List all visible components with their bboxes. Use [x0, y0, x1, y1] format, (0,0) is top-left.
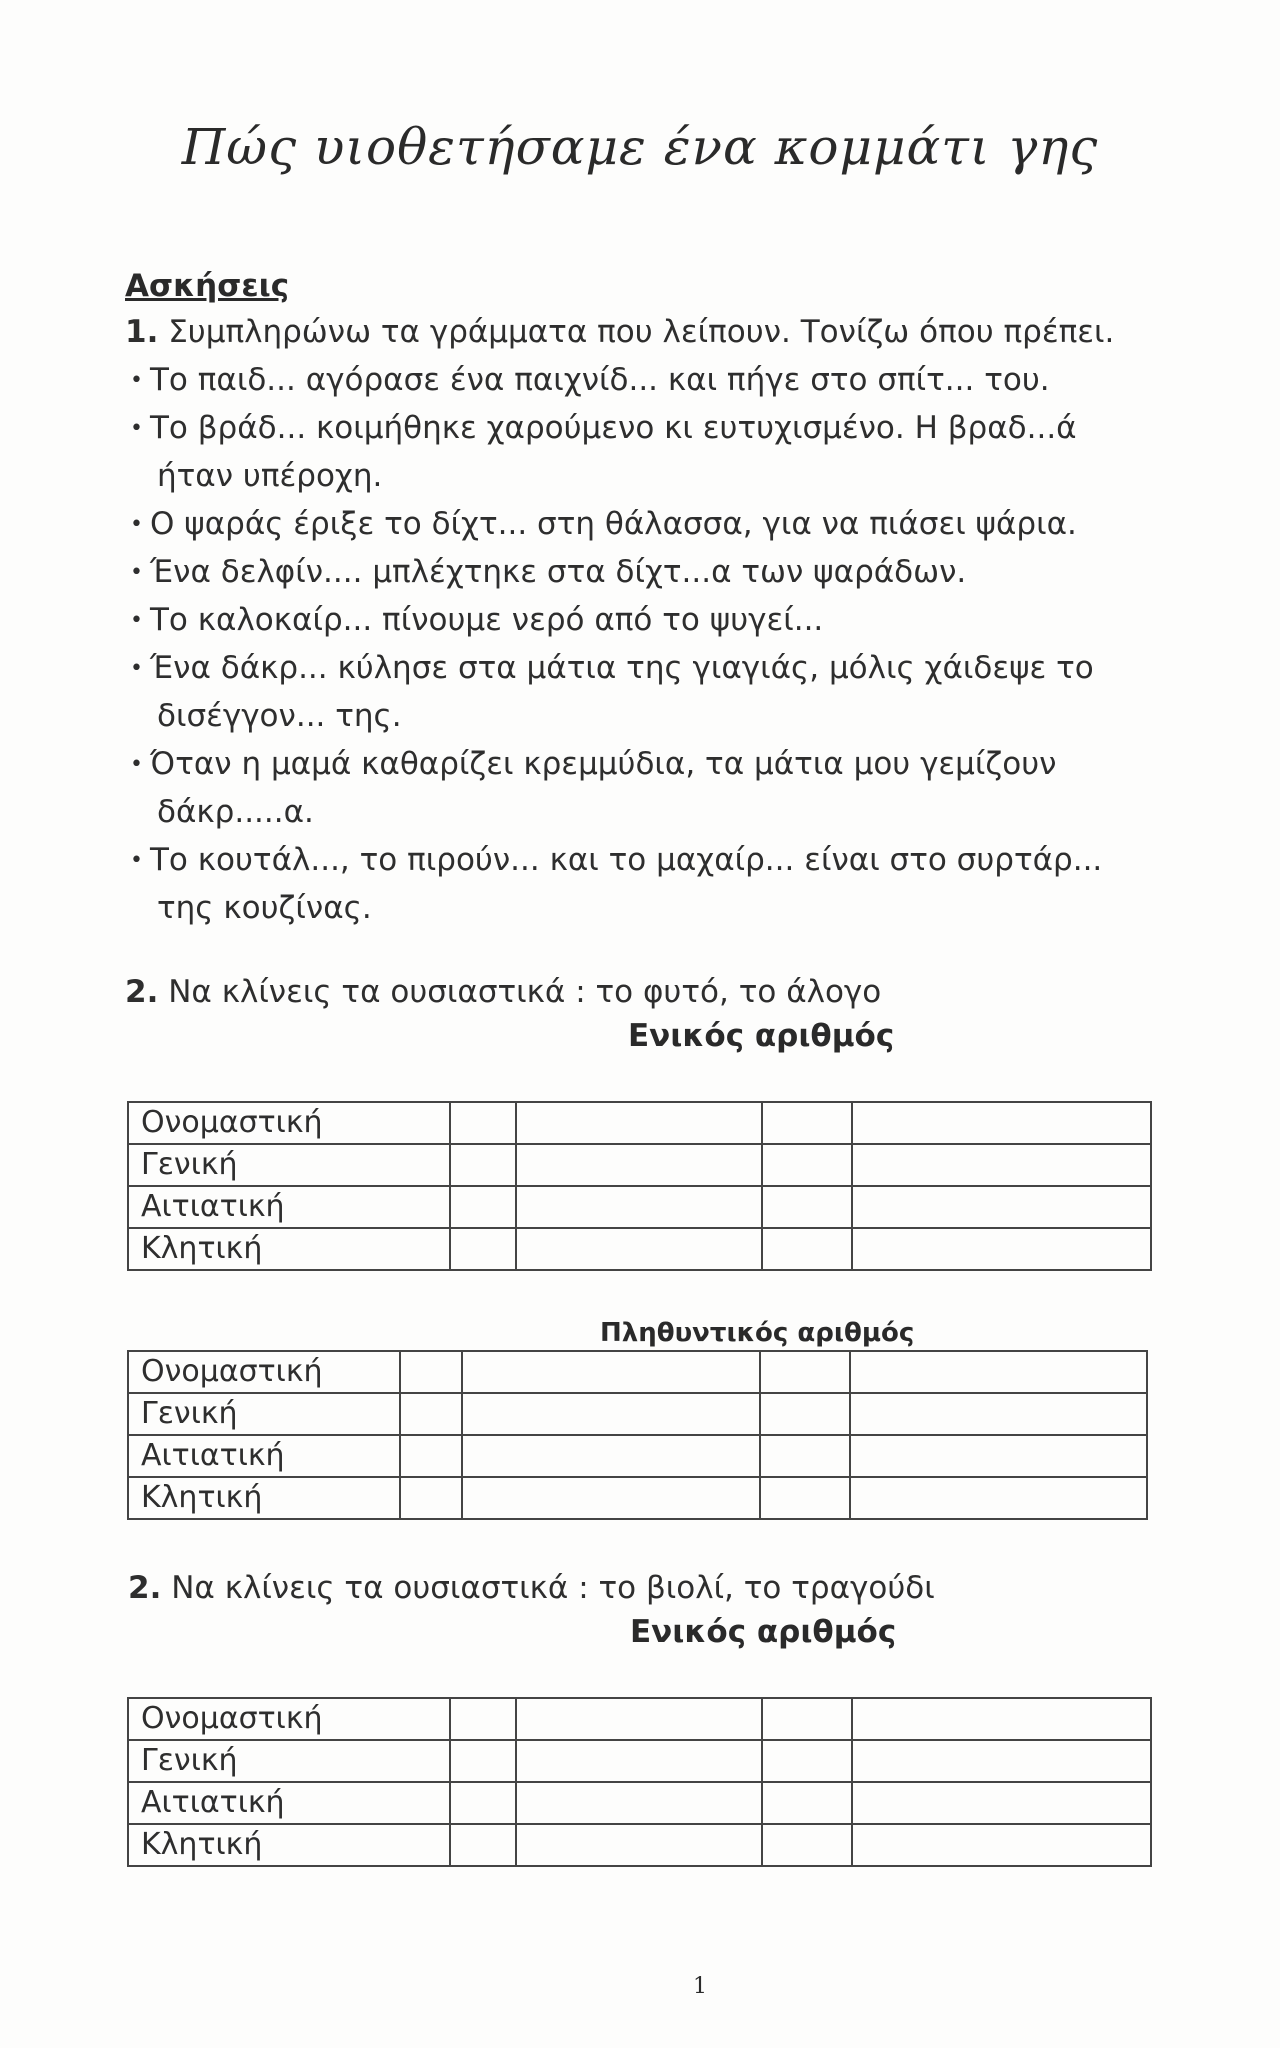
- case-label: Αιτιατική: [128, 1435, 400, 1477]
- blank-cell[interactable]: [516, 1228, 762, 1270]
- blank-cell[interactable]: [762, 1740, 852, 1782]
- blank-cell[interactable]: [762, 1824, 852, 1866]
- exercise-line: • Το καλοκαίρ... πίνουμε νερό από το ψυγεί...: [130, 602, 824, 638]
- blank-cell[interactable]: [852, 1102, 1151, 1144]
- blank-cell[interactable]: [450, 1698, 516, 1740]
- blank-cell[interactable]: [516, 1698, 762, 1740]
- blank-cell[interactable]: [450, 1740, 516, 1782]
- case-label: Κλητική: [128, 1477, 400, 1519]
- blank-cell[interactable]: [762, 1782, 852, 1824]
- exercise-1-instruction: [125, 314, 1114, 350]
- section-heading: Ασκήσεις: [125, 268, 290, 304]
- case-label: Ονομαστική: [128, 1351, 400, 1393]
- blank-cell[interactable]: [852, 1740, 1151, 1782]
- blank-cell[interactable]: [516, 1824, 762, 1866]
- table-row: [128, 1824, 1151, 1866]
- declension-table-singular-2: [127, 1697, 1152, 1867]
- exercise-line: • Ο ψαράς έριξε το δίχτ... στη θάλασσα, για να πιάσει ψάρια.: [130, 506, 1077, 542]
- table-row: [128, 1477, 1147, 1519]
- blank-cell[interactable]: [516, 1186, 762, 1228]
- page-number: 1: [693, 1974, 707, 1999]
- blank-cell[interactable]: [850, 1351, 1147, 1393]
- case-label: Γενική: [128, 1740, 450, 1782]
- blank-cell[interactable]: [850, 1435, 1147, 1477]
- case-label: Αιτιατική: [128, 1782, 450, 1824]
- exercise-line-continuation: της κουζίνας.: [157, 890, 372, 926]
- case-label: Κλητική: [128, 1824, 450, 1866]
- exercise-2b-instruction: [128, 1570, 935, 1606]
- blank-cell[interactable]: [760, 1435, 850, 1477]
- table-row: [128, 1351, 1147, 1393]
- blank-cell[interactable]: [762, 1228, 852, 1270]
- case-label: Ονομαστική: [128, 1102, 450, 1144]
- exercise-line: • Ένα δελφίν.... μπλέχτηκε στα δίχτ...α των ψαράδων.: [130, 554, 967, 590]
- singular-label: Ενικός αριθμός: [628, 1018, 895, 1054]
- exercise-line: • Το παιδ... αγόρασε ένα παιχνίδ... και πήγε στο σπίτ... του.: [130, 362, 1050, 398]
- blank-cell[interactable]: [760, 1393, 850, 1435]
- case-label: Γενική: [128, 1393, 400, 1435]
- exercise-number: 1.: [125, 314, 159, 350]
- plural-label: Πληθυντικός αριθμός: [600, 1318, 915, 1348]
- exercise-line-continuation: δάκρ.....α.: [157, 794, 314, 830]
- blank-cell[interactable]: [462, 1477, 760, 1519]
- blank-cell[interactable]: [760, 1351, 850, 1393]
- blank-cell[interactable]: [852, 1824, 1151, 1866]
- blank-cell[interactable]: [450, 1782, 516, 1824]
- table-row: [128, 1144, 1151, 1186]
- blank-cell[interactable]: [516, 1144, 762, 1186]
- table-row: [128, 1740, 1151, 1782]
- blank-cell[interactable]: [852, 1782, 1151, 1824]
- instruction-text: Να κλίνεις τα ουσιαστικά : το φυτό, το άλογο: [168, 974, 882, 1010]
- blank-cell[interactable]: [852, 1228, 1151, 1270]
- blank-cell[interactable]: [400, 1435, 462, 1477]
- table-row: [128, 1102, 1151, 1144]
- blank-cell[interactable]: [450, 1186, 516, 1228]
- blank-cell[interactable]: [762, 1102, 852, 1144]
- blank-cell[interactable]: [516, 1102, 762, 1144]
- table-row: [128, 1698, 1151, 1740]
- table-row: [128, 1782, 1151, 1824]
- exercise-2a-instruction: [125, 974, 881, 1010]
- instruction-text: Συμπληρώνω τα γράμματα που λείπουν. Τονίζω όπου πρέπει.: [168, 314, 1115, 350]
- table-row: [128, 1228, 1151, 1270]
- case-label: Αιτιατική: [128, 1186, 450, 1228]
- blank-cell[interactable]: [450, 1144, 516, 1186]
- blank-cell[interactable]: [462, 1393, 760, 1435]
- exercise-number: 2.: [128, 1570, 162, 1606]
- page-title: Πώς υιοθετήσαμε ένα κομμάτι γης: [181, 118, 1099, 176]
- blank-cell[interactable]: [852, 1144, 1151, 1186]
- exercise-line: • Όταν η μαμά καθαρίζει κρεμμύδια, τα μάτια μου γεμίζουν: [130, 746, 1057, 782]
- exercise-line-continuation: δισέγγον... της.: [157, 698, 402, 734]
- exercise-line: • Ένα δάκρ... κύλησε στα μάτια της γιαγιάς, μόλις χάιδεψε το: [130, 650, 1094, 686]
- table-row: [128, 1186, 1151, 1228]
- blank-cell[interactable]: [850, 1477, 1147, 1519]
- case-label: Ονομαστική: [128, 1698, 450, 1740]
- exercise-line: • Το βράδ... κοιμήθηκε χαρούμενο κι ευτυχισμένο. Η βραδ...ά: [130, 410, 1077, 446]
- blank-cell[interactable]: [462, 1351, 760, 1393]
- blank-cell[interactable]: [762, 1186, 852, 1228]
- exercise-line-continuation: ήταν υπέροχη.: [157, 458, 383, 494]
- blank-cell[interactable]: [516, 1740, 762, 1782]
- blank-cell[interactable]: [760, 1477, 850, 1519]
- case-label: Γενική: [128, 1144, 450, 1186]
- blank-cell[interactable]: [450, 1228, 516, 1270]
- blank-cell[interactable]: [762, 1698, 852, 1740]
- singular-label: Ενικός αριθμός: [630, 1614, 897, 1650]
- declension-table-plural-1: [127, 1350, 1148, 1520]
- blank-cell[interactable]: [852, 1698, 1151, 1740]
- blank-cell[interactable]: [450, 1102, 516, 1144]
- blank-cell[interactable]: [462, 1435, 760, 1477]
- blank-cell[interactable]: [450, 1824, 516, 1866]
- blank-cell[interactable]: [850, 1393, 1147, 1435]
- blank-cell[interactable]: [852, 1186, 1151, 1228]
- case-label: Κλητική: [128, 1228, 450, 1270]
- declension-table-singular-1: [127, 1101, 1152, 1271]
- blank-cell[interactable]: [400, 1393, 462, 1435]
- exercise-number: 2.: [125, 974, 159, 1010]
- exercise-line: • Το κουτάλ..., το πιρούν... και το μαχαίρ... είναι στο συρτάρ...: [130, 842, 1103, 878]
- blank-cell[interactable]: [400, 1351, 462, 1393]
- blank-cell[interactable]: [400, 1477, 462, 1519]
- blank-cell[interactable]: [516, 1782, 762, 1824]
- blank-cell[interactable]: [762, 1144, 852, 1186]
- table-row: [128, 1435, 1147, 1477]
- instruction-text: Να κλίνεις τα ουσιαστικά : το βιολί, το τραγούδι: [171, 1570, 935, 1606]
- table-row: [128, 1393, 1147, 1435]
